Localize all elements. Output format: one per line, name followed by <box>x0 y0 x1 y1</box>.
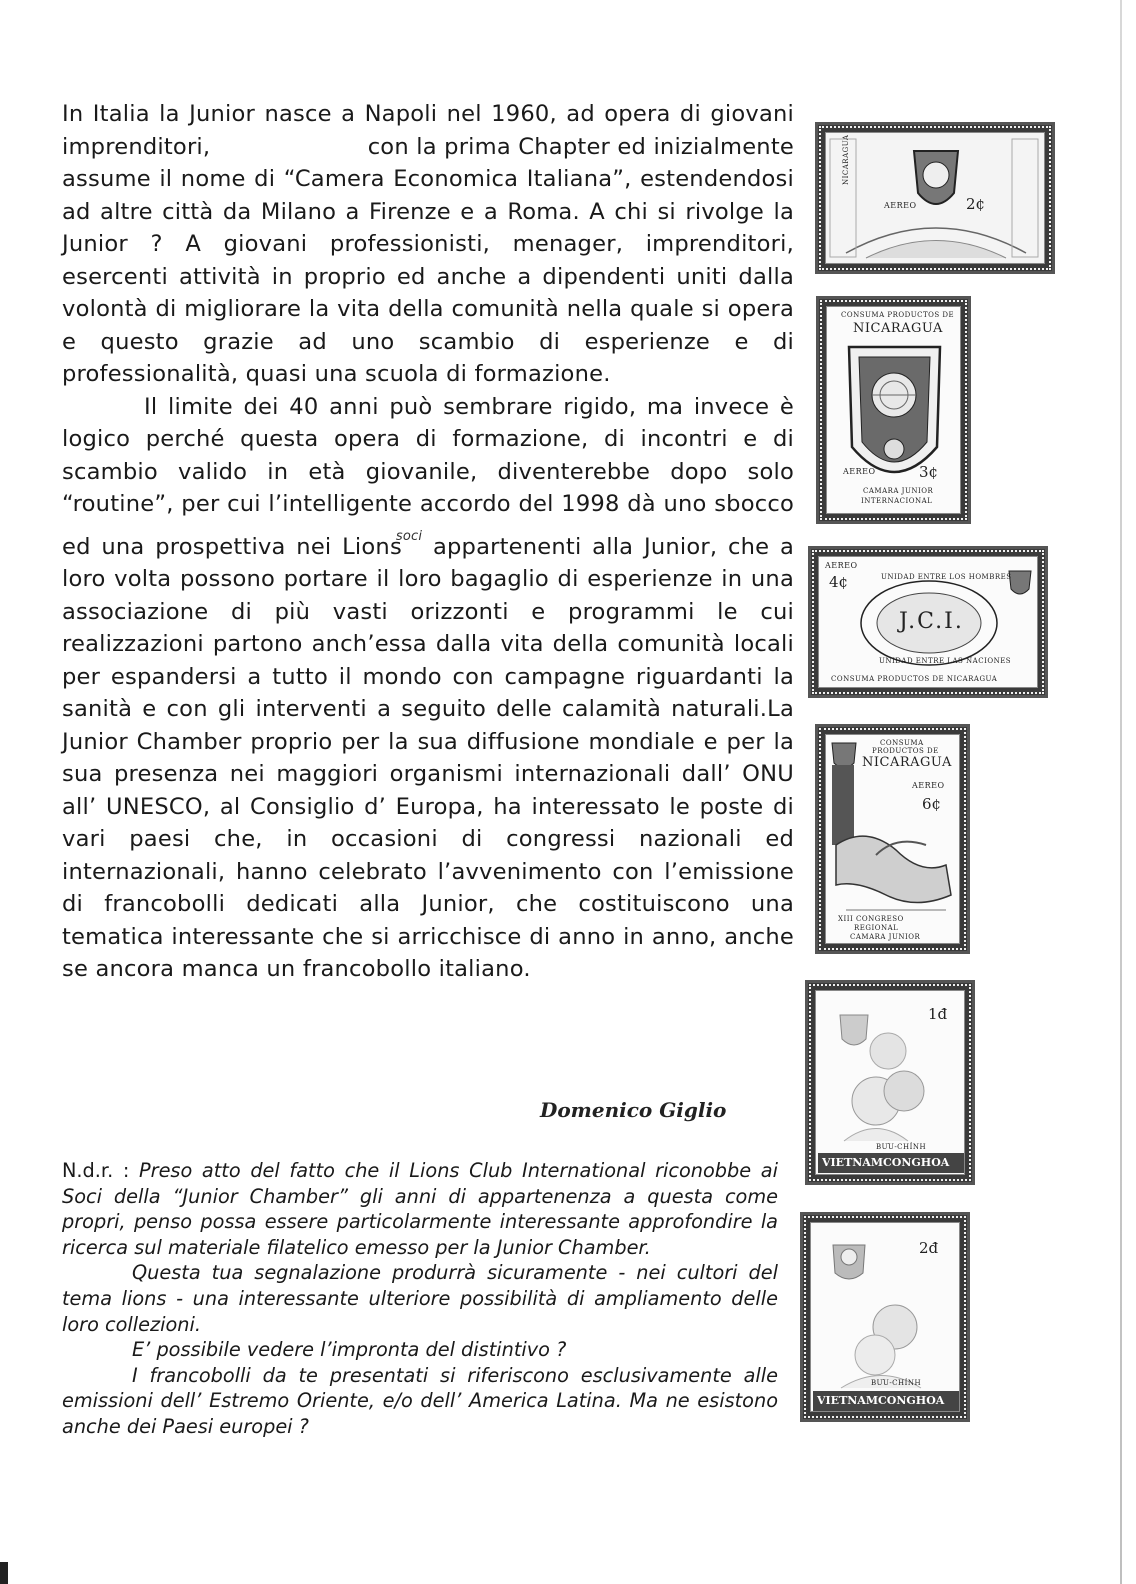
stamp-vietnam-2d <box>800 1212 970 1422</box>
stamp-paper <box>825 734 960 944</box>
ndr-label: N.d.r. : <box>62 1159 130 1182</box>
stamp-4-top-2: PRODUCTOS DE <box>872 747 939 755</box>
ndr-paragraph-4: I francobolli da te presentati si riferiscono esclusivamente alle emissioni dell’ Estremo Oriente, e/o dell’ America Latina. Ma ne esistono anche dei Paesi europei ? <box>62 1363 778 1438</box>
article-p1-start: In Italia la Junior nasce a Napoli nel 1960, ad opera di giovani imprenditori, <box>62 101 794 160</box>
stamp-2-top-text: CONSUMA PRODUCTOS DE <box>841 311 955 319</box>
stamp-5-value: 1đ <box>928 1005 948 1023</box>
stamp-3-value: 4¢ <box>829 573 849 591</box>
stamp-5-post: BƯU-CHÍNH <box>876 1143 927 1151</box>
article-p2-part-a: Il limite dei 40 anni può sembrare rigido, ma invece è logico perché questa opera di formazione, di incontri e di scambio valido in età giovanile, diventerebbe dopo solo “routine”, per cui l’intelligente accordo del 1998 dà uno sbocco ed una prospettiva nei Lions <box>62 393 794 560</box>
stamp-4-value: 6¢ <box>922 795 942 813</box>
stamp-2-artwork <box>827 307 961 514</box>
stamp-3-arc-bottom: UNIDAD ENTRE LAS NACIONES <box>879 657 1012 665</box>
stamp-paper <box>815 990 965 1175</box>
stamp-paper <box>810 1222 960 1412</box>
stamp-nicaragua-6c <box>815 724 970 954</box>
stamp-vietnam-1d <box>805 980 975 1185</box>
stamp-1-aereo: AEREO <box>884 201 917 210</box>
stamp-1-artwork <box>826 133 1045 264</box>
stamp-paper <box>825 132 1045 264</box>
scan-corner-mark <box>0 1562 8 1584</box>
stamp-5-country: VIETNAMCONGHOA <box>822 1156 950 1169</box>
stamp-2-bottom-2: INTERNACIONAL <box>861 497 933 505</box>
stamp-3-arc-top: UNIDAD ENTRE LOS HOMBRES <box>881 573 1012 581</box>
stamp-6-value: 2đ <box>919 1239 939 1257</box>
article-p2-part-b: appartenenti alla Junior, che a loro volta possono portare il loro bagaglio di esperienze in una associazione di più vasti orizzonti e programmi le cui realizzazioni partono anch’essa dalla vita della comunità locali per espandersi a tutto il mondo con campagne riguardanti la sanità e con gli interventi a seguito delle calamità naturali.La Junior Chamber proprio per la sua diffusione mondiale e per la sua presenza nei maggiori organismi internazionali dall’ ONU all’ UNESCO, al Consiglio d’ Europa, ha interessato le poste di vari paesi che, in occasioni di congressi nazionali ed internazionali, hanno celebrato l’avvenimento con l’emissione di francobolli dedicati alla Junior, che costituiscono una tematica interessante che si arricchisce di anno in anno, anche se ancora manca un francobollo italiano. <box>62 533 794 982</box>
stamp-2-country: NICARAGUA <box>853 321 943 336</box>
stamp-3-bottom: CONSUMA PRODUCTOS DE NICARAGUA <box>831 675 998 683</box>
article-p1-cont: con la prima Chapter ed inizialmente assume il nome di “Camera Economica Italiana”, estendendosi ad altre città da Milano a Firenze e a Roma. A chi si rivolge la Junior ? A giovani professionisti, menager, imprenditori, esercenti attività in proprio ed anche a dipendenti uniti dalla volontà di migliorare la vita della comunità nella quale si opera e questo grazie ad uno scambio di esperienze e di professionalità, quasi una scuola di formazione. <box>62 133 794 387</box>
stamp-paper <box>826 306 961 514</box>
stamp-1-value: 2¢ <box>966 195 986 213</box>
stamp-2-aereo: AEREO <box>843 467 876 476</box>
stamp-4-top-1: CONSUMA <box>880 739 924 747</box>
handwritten-note: soci <box>395 528 423 544</box>
stamp-4-aereo: AEREO <box>912 781 945 790</box>
stamp-4-bottom-3: CAMARA JUNIOR <box>850 933 921 941</box>
ndr-text-1: Preso atto del fatto che il Lions Club International riconobbe ai Soci della “Junior Chamber” gli anni di appartenenza a questa come propri, penso possa essere particolarmente interessante approfondire la ricerca sul materiale filatelico emesso per la Junior Chamber. <box>62 1159 778 1259</box>
article-paragraph-1 <box>62 98 794 391</box>
ndr-paragraph-3: E’ possibile vedere l’impronta del distintivo ? <box>132 1338 567 1362</box>
stamp-nicaragua-2c <box>815 122 1055 274</box>
stamp-nicaragua-3c <box>816 296 971 524</box>
stamp-4-bottom-2: REGIONAL <box>854 924 899 932</box>
stamp-paper <box>818 556 1038 688</box>
stamp-4-bottom-1: XIII CONGRESO <box>838 915 904 923</box>
page-edge <box>1120 0 1122 1584</box>
stamp-1-country: NICARAGUA <box>842 134 850 185</box>
stamp-4-country: NICARAGUA <box>862 755 952 770</box>
stamp-2-bottom-1: CAMARA JUNIOR <box>863 487 934 495</box>
ndr-paragraph-2: Questa tua segnalazione produrrà sicuramente - nei cultori del tema lions - una interessante ulteriore possibilità di ampliamento delle loro collezioni. <box>62 1261 778 1336</box>
stamp-6-country: VIETNAMCONGHOA <box>817 1394 945 1407</box>
stamp-6-post: BƯU-CHÍNH <box>871 1379 922 1387</box>
stamp-3-aereo: AEREO <box>825 561 858 570</box>
author-signature: Domenico Giglio <box>540 1098 727 1122</box>
stamp-2-value: 3¢ <box>919 463 939 481</box>
stamp-nicaragua-4c <box>808 546 1048 698</box>
stamp-3-emblem: J.C.I. <box>899 609 964 634</box>
article-body <box>62 98 794 986</box>
ndr-paragraph-1 <box>62 1158 778 1260</box>
article-paragraph-2 <box>62 391 794 986</box>
editor-note <box>62 1158 778 1440</box>
